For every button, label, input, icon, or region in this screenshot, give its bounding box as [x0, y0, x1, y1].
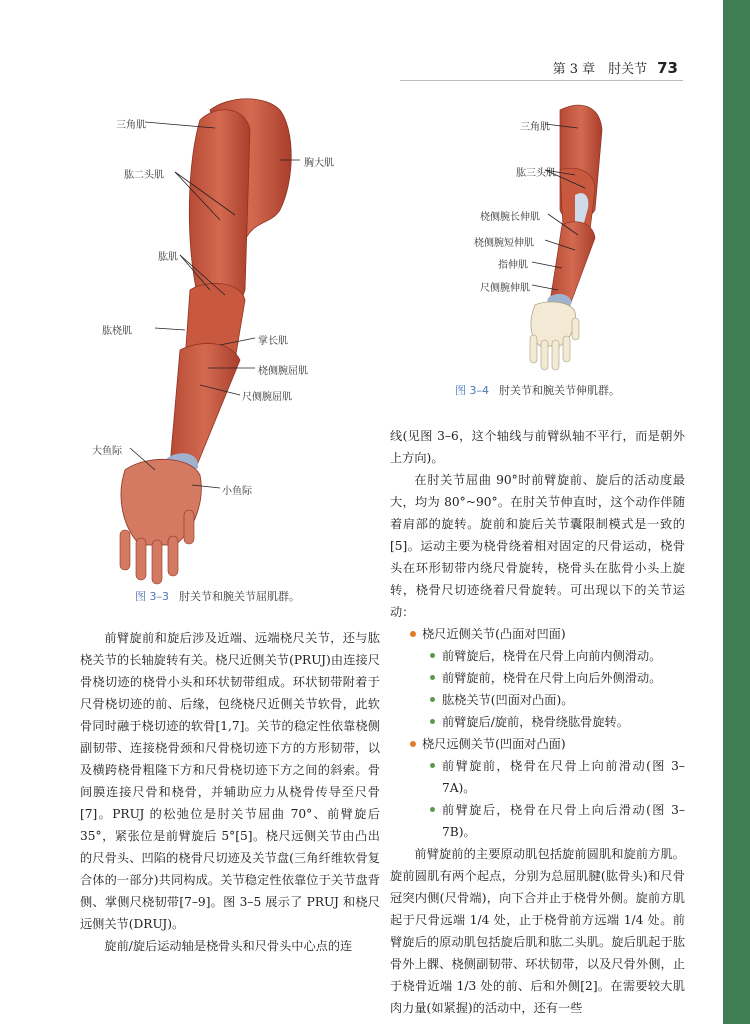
- bullet-main: 桡尺近侧关节(凸面对凹面): [390, 623, 685, 645]
- bullet-sub: 前臂旋后，桡骨在尺骨上向前内侧滑动。: [390, 645, 685, 667]
- paragraph: 线(见图 3–6，这个轴线与前臂纵轴不平行，而是朝外上方向)。: [390, 429, 685, 465]
- label-deltoid-right: 三角肌: [520, 122, 550, 133]
- label-ext-carpi-radialis-longus: 桡侧腕长伸肌: [480, 212, 540, 223]
- figure-extensor-muscles: [450, 90, 690, 410]
- figure-number: 图 3–4: [455, 384, 489, 397]
- paragraph: 前臂旋前和旋后涉及近端、远端桡尺关节，还与肱桡关节的长轴旋转有关。桡尺近侧关节(PRUJ)由连接尺骨桡切迹的桡骨小头和环状韧带组成。环状韧带附着于尺骨桡切迹的前、后缘，包绕桡尺近侧关节软骨，此软骨同时融于桡切迹的软骨[1,7]。关节的稳定性依靠桡侧副韧带、连接桡骨颈和尺骨桡切迹下方的方形韧带，以及横跨桡骨粗隆下方和尺骨桡切迹下方之间的斜索。骨间膜连接尺骨和桡骨，并辅助应力从桡骨传导至尺骨[7]。PRUJ 的松弛位是肘关节屈曲 70°、前臂旋后 35°，紧张位是前臂旋后 5°[5]。桡尺远侧关节由凸出的尺骨头、凹陷的桡骨尺切迹及关节盘(三角纤维软骨复合体的一部分)共同构成。关节稳定性依靠位于关节盘背侧、掌侧尺桡韧带[7–9]。图 3–5 展示了 PRUJ 和桡尺远侧关节(DRUJ)。: [80, 631, 380, 931]
- chapter-edge-tab: [723, 0, 750, 1024]
- figure-caption-right: [455, 382, 620, 398]
- header-rule: [400, 80, 683, 81]
- figure-caption-left: [135, 588, 300, 604]
- label-brachioradialis: 肱桡肌: [102, 326, 132, 337]
- label-pectoralis-major: 胸大肌: [304, 158, 334, 169]
- chapter-title: 第 3 章 肘关节: [552, 62, 648, 77]
- left-column-text: [80, 627, 380, 957]
- figure-number: 图 3–3: [135, 590, 169, 603]
- label-ext-carpi-radialis-brevis: 桡侧腕短伸肌: [474, 238, 534, 249]
- label-biceps-brachii: 肱二头肌: [124, 170, 164, 181]
- label-deltoid-left: 三角肌: [116, 120, 146, 131]
- label-thenar: 大鱼际: [92, 446, 122, 457]
- bullet-sub: 前臂旋前，桡骨在尺骨上向前滑动(图 3–7A)。: [390, 755, 685, 799]
- right-column-text: [390, 425, 685, 1019]
- bullet-main: 桡尺远侧关节(凹面对凸面): [390, 733, 685, 755]
- label-flexor-carpi-ulnaris: 尺侧腕屈肌: [242, 392, 292, 403]
- figure-flexor-muscles: [80, 90, 380, 620]
- paragraph: 旋前/旋后运动轴是桡骨头和尺骨头中心点的连: [104, 939, 353, 953]
- label-triceps-brachii: 肱三头肌: [516, 168, 556, 179]
- label-palmaris-longus: 掌长肌: [258, 336, 288, 347]
- figure-caption-text: 肘关节和腕关节屈肌群。: [179, 590, 300, 603]
- bullet-sub: 前臂旋前，桡骨在尺骨上向后外侧滑动。: [390, 667, 685, 689]
- bullet-sub: 肱桡关节(凹面对凸面)。: [390, 689, 685, 711]
- label-brachialis: 肱肌: [158, 252, 178, 263]
- label-hypothenar: 小鱼际: [222, 486, 252, 497]
- running-header: [553, 58, 678, 77]
- bullet-sub: 前臂旋后/旋前，桡骨绕肱骨旋转。: [390, 711, 685, 733]
- label-extensor-digitorum: 指伸肌: [498, 260, 528, 271]
- figure-caption-text: 肘关节和腕关节伸肌群。: [499, 384, 620, 397]
- paragraph: 在肘关节屈曲 90°时前臂旋前、旋后的活动度最大，均为 80°~90°。在肘关节伸直时，这个动作伴随着肩部的旋转。旋前和旋后关节囊限制模式是一致的[5]。运动主要为桡骨绕着相对固定的尺骨运动，桡骨头在环形韧带内绕尺骨旋转，桡骨头在肱骨小头上旋转，桡骨尺切迹绕着尺骨旋转。可出现以下的关节运动：: [390, 473, 685, 619]
- label-ext-carpi-ulnaris: 尺侧腕伸肌: [480, 283, 530, 294]
- page-number: 73: [657, 59, 678, 77]
- paragraph: 前臂旋前的主要原动肌包括旋前圆肌和旋前方肌。旋前圆肌有两个起点，分别为总屈肌腱(肱骨头)和尺骨冠突内侧(尺骨端)，向下合并止于桡骨外侧。旋前方肌起于尺骨远端 1/4 处，止于桡骨前方远端 1/4 处。前臂旋后的原动肌包括旋后肌和肱二头肌。旋后肌起于肱骨外上髁、桡侧副韧带、环状韧带，以及尺骨外侧，止于桡骨近端 1/3 处的前、后和外侧[2]。在需要较大肌肉力量(如紧握)的活动中，还有一些: [390, 847, 685, 1015]
- label-flexor-carpi-radialis: 桡侧腕屈肌: [258, 366, 308, 377]
- bullet-sub: 前臂旋后，桡骨在尺骨上向后滑动(图 3–7B)。: [390, 799, 685, 843]
